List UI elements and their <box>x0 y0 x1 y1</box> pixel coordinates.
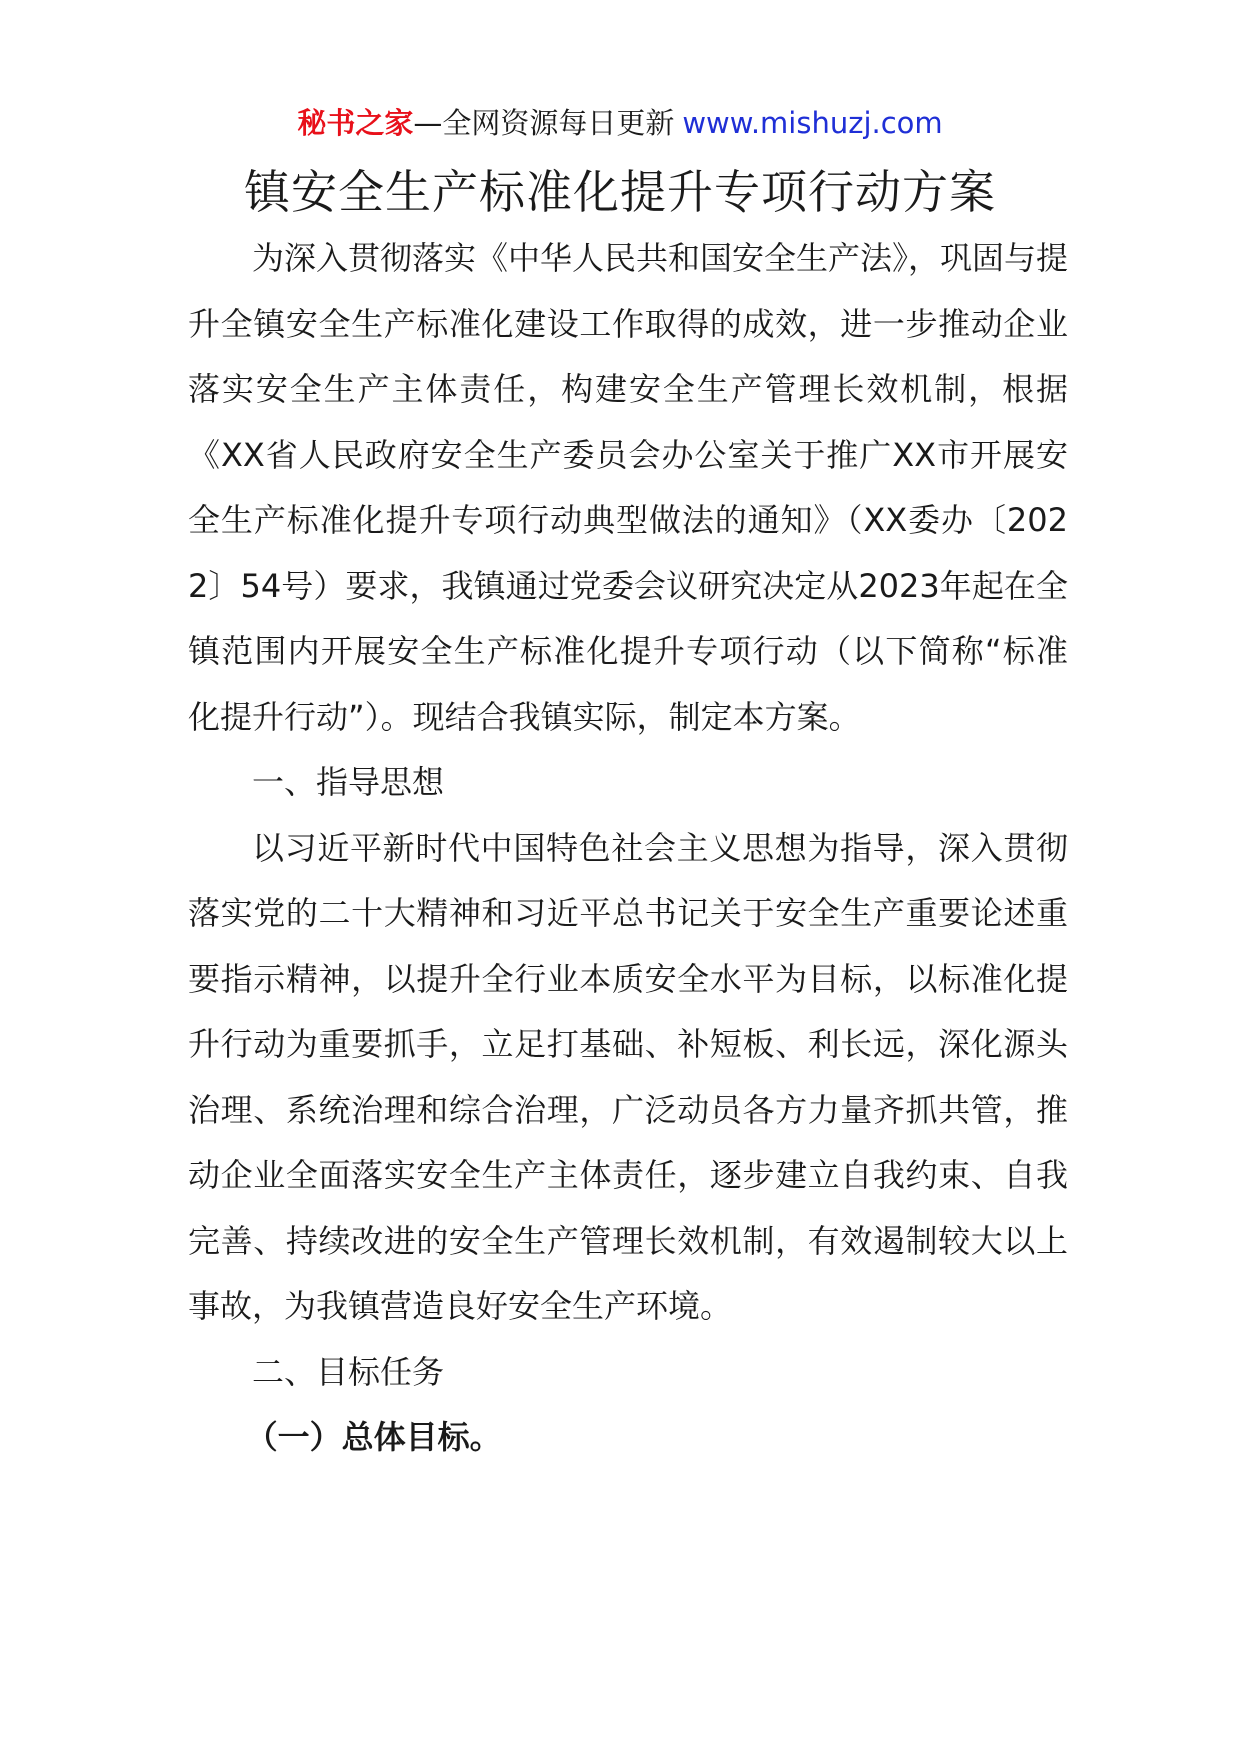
site-url-link[interactable]: www.mishuzj.com <box>682 106 943 140</box>
document-body <box>188 226 1068 1471</box>
site-brand: 秘书之家 <box>297 106 414 140</box>
site-tagline: —全网资源每日更新 <box>413 106 675 140</box>
section-heading-goals-tasks: 二、目标任务 <box>252 1352 445 1391</box>
document-title: 镇安全生产标准化提升专项行动方案 <box>244 165 996 219</box>
intro-paragraph: 为深入贯彻落实《中华人民共和国安全生产法》，巩固与提升全镇安全生产标准化建设工作取得的成效，进一步推动企业落实安全生产主体责任，构建安全生产管理长效机制，根据《XX省人民政府安全生产委员会办公室关于推广XX市开展安全生产标准化提升专项行动典型做法的通知》（XX委办〔2022〕54号）要求，我镇通过党委会议研究决定从2023年起在全镇范围内开展安全生产标准化提升专项行动（以下简称“标准化提升行动”）。现结合我镇实际，制定本方案。 <box>188 239 1069 736</box>
subheading-overall-goal: （一）总体目标。 <box>245 1418 502 1456</box>
guiding-ideology-paragraph: 以习近平新时代中国特色社会主义思想为指导，深入贯彻落实党的二十大精神和习近平总书记关于安全生产重要论述重要指示精神，以提升全行业本质安全水平为目标，以标准化提升行动为重要抓手，立足打基础、补短板、利长远，深化源头治理、系统治理和综合治理，广泛动员各方力量齐抓共管，推动企业全面落实安全生产主体责任，逐步建立自我约束、自我完善、持续改进的安全生产管理长效机制，有效遏制较大以上事故，为我镇营造良好安全生产环境。 <box>188 828 1068 1325</box>
site-header <box>0 103 1240 143</box>
section-heading-guiding-ideology: 一、指导思想 <box>252 763 445 801</box>
